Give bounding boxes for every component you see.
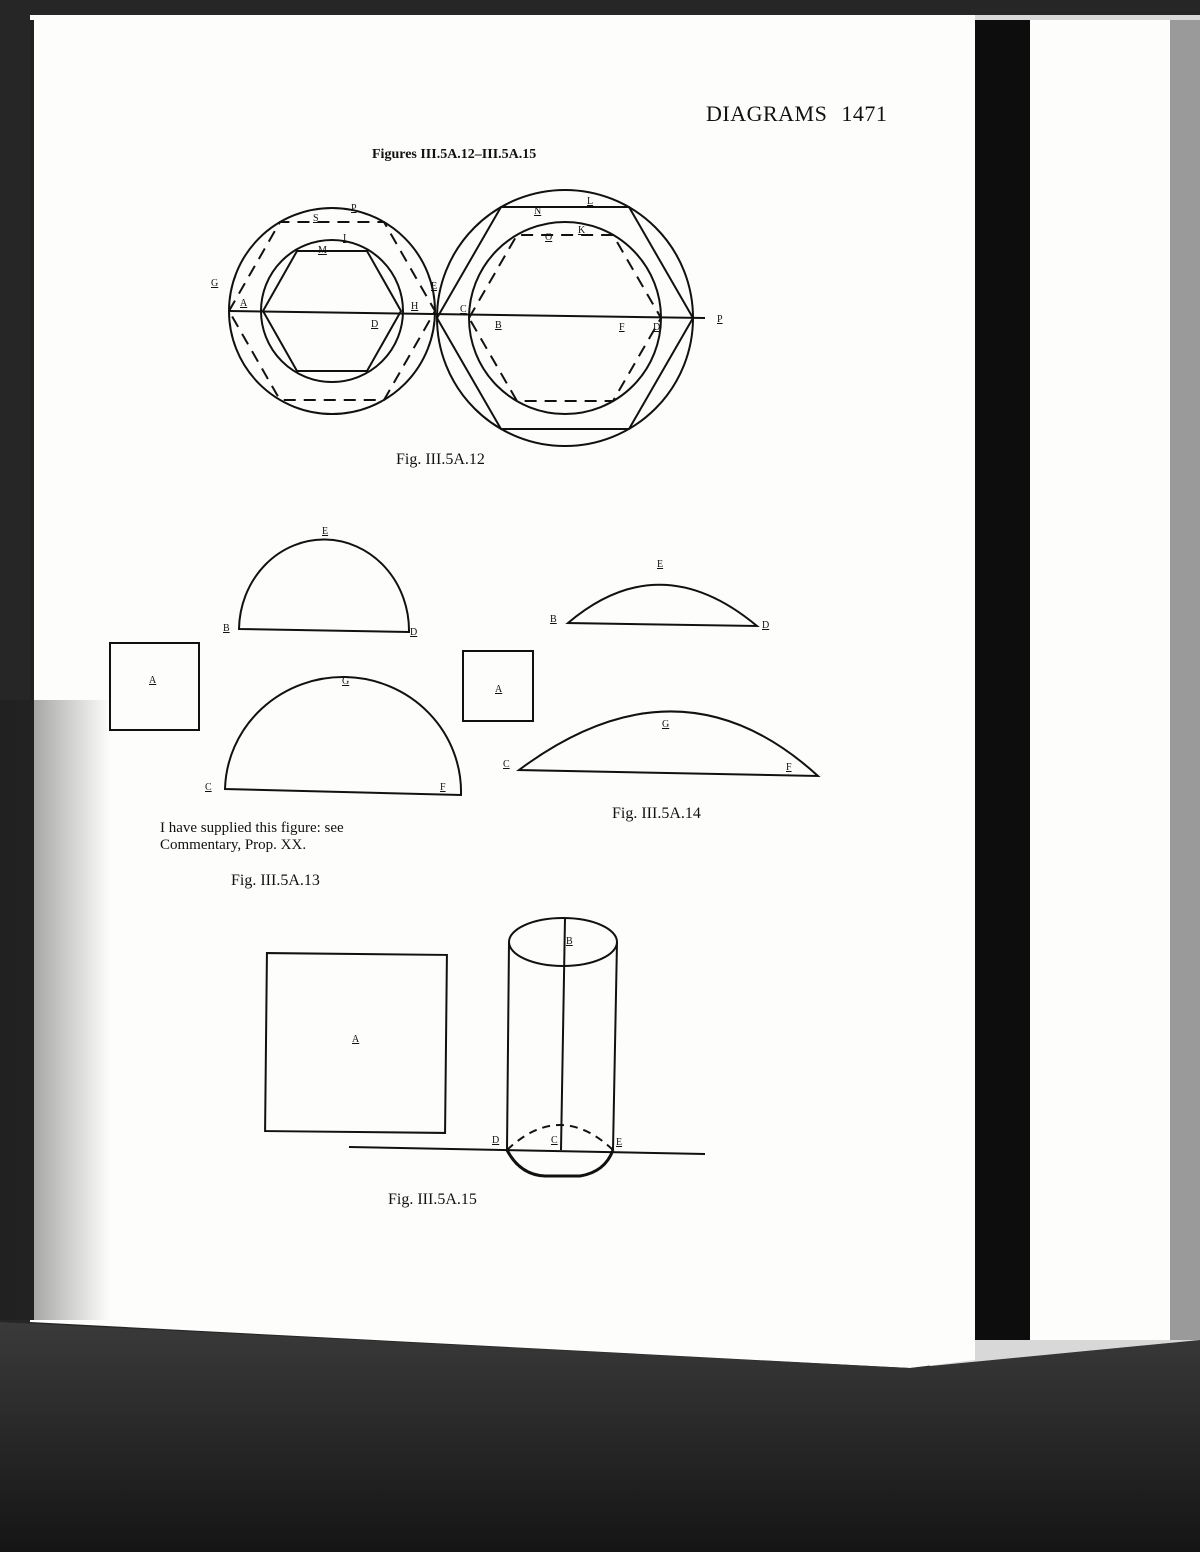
fig12-label-b: B <box>495 320 502 331</box>
running-header <box>706 101 887 127</box>
fig12-label-a: A <box>240 298 248 309</box>
fig14-label-c: C <box>503 759 510 770</box>
fig14-label-d: D <box>762 620 770 631</box>
caption-fig-15: Fig. III.5A.15 <box>388 1191 477 1208</box>
fig12-label-e-top: E <box>431 281 438 292</box>
fig12-label-o: O <box>545 232 553 243</box>
fig13-label-g: G <box>342 676 350 687</box>
fig12-label-i: I <box>343 233 347 244</box>
fig12-label-h: H <box>411 301 419 312</box>
fig12-label-p-right: P <box>717 314 723 325</box>
fig15-label-a: A <box>352 1034 360 1045</box>
fig15-label-c: C <box>551 1135 558 1146</box>
fig12-label-f: F <box>619 322 625 333</box>
fig12-label-l: L <box>587 196 594 207</box>
page-paper <box>30 15 975 1368</box>
caption-fig-14: Fig. III.5A.14 <box>612 805 701 822</box>
fig13-label-b: B <box>223 623 230 634</box>
fig13-label-c: C <box>205 782 212 793</box>
note-line-2: Commentary, Prop. XX. <box>160 837 307 853</box>
fig15-label-d: D <box>492 1135 500 1146</box>
note-line-1: I have supplied this figure: see <box>160 820 344 836</box>
fig14-label-f: F <box>786 762 792 773</box>
fig12-label-c: C <box>460 304 467 315</box>
fig12-label-n: N <box>534 206 542 217</box>
caption-fig-13: Fig. III.5A.13 <box>231 872 320 889</box>
fig14-label-a: A <box>495 684 503 695</box>
fig13-label-a: A <box>149 675 157 686</box>
page-number: 1471 <box>841 101 888 126</box>
fig12-label-k: K <box>578 225 586 236</box>
fig12-label-p-top: P <box>351 203 357 214</box>
fig13-label-e: E <box>322 526 329 537</box>
fig12-label-d-left: D <box>371 319 379 330</box>
fig13-label-d: D <box>410 627 418 638</box>
fig15-label-e: E <box>616 1137 623 1148</box>
fig12-label-g: G <box>211 278 219 289</box>
fig12-label-s: S <box>313 213 319 224</box>
supplied-figure-note <box>160 820 420 854</box>
header-title: DIAGRAMS <box>706 101 828 126</box>
caption-fig-12: Fig. III.5A.12 <box>396 451 485 468</box>
fig14-label-e: E <box>657 559 664 570</box>
fig12-label-d-right: D <box>653 322 661 333</box>
fig13-label-f: F <box>440 782 446 793</box>
fig15-label-b: B <box>566 936 573 947</box>
fig12-label-m: M <box>318 245 327 256</box>
figures-subtitle: Figures III.5A.12–III.5A.15 <box>372 147 537 162</box>
fig14-label-g: G <box>662 719 670 730</box>
fig14-label-b: B <box>550 614 557 625</box>
